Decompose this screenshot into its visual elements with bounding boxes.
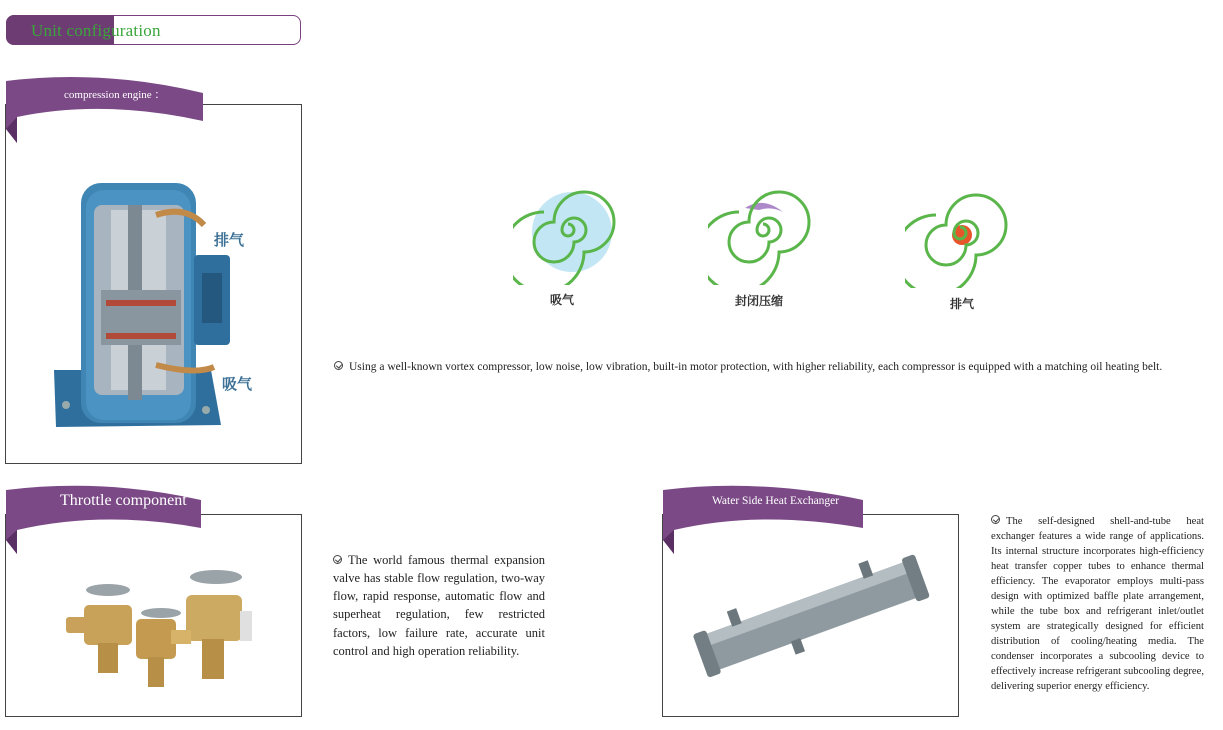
throttle-description bbox=[333, 551, 545, 660]
heat-exchanger-description bbox=[991, 514, 1204, 694]
compressor-illustration bbox=[6, 105, 301, 463]
check-circle-icon bbox=[333, 555, 342, 564]
scroll-stage-compression bbox=[708, 175, 818, 285]
compressor-image-frame bbox=[5, 104, 302, 464]
check-circle-icon bbox=[334, 361, 343, 370]
page-title: Unit configuration bbox=[31, 21, 161, 40]
heat-exchanger-ribbon-label: Water Side Heat Exchanger bbox=[712, 495, 840, 507]
scroll-stage-suction bbox=[513, 175, 623, 285]
throttle-ribbon-label: Throttle component bbox=[60, 492, 187, 509]
check-circle-icon bbox=[991, 515, 1000, 524]
throttle-description-text: The world famous thermal expansion valve has stable flow regulation, two-way flow, rapid response, automatic flow and superheat regulation, few restricted factors, low failure rate, accurate unit control and high operation reliability. bbox=[333, 553, 545, 658]
scroll-stage-label-3: 排气 bbox=[950, 297, 975, 311]
heat-exchanger-description-text: The self-designed shell-and-tube heat exchanger features a wide range of applications. Its internal structure incorporates high-efficiency heat transfer copper tubes to enhance thermal efficiency. The evaporator employs multi-pass design with optimized baffle plate arrangement, while the tube box and refrigerant inlet/outlet system are strategically designed for efficient distribution of cooling/heating media. The condenser incorporates a subcooling device to effectively increase refrigerant subcooling degree, delivering superior energy efficiency. bbox=[991, 516, 1204, 693]
scroll-stage-label-2: 封闭压缩 bbox=[735, 294, 784, 308]
compressor-description-text: Using a well-known vortex compressor, low noise, low vibration, built-in motor protection, with higher reliability, each compressor is equipped with a matching oil heating belt. bbox=[349, 361, 1163, 373]
compressor-description bbox=[334, 360, 1214, 375]
suction-label: 吸气 bbox=[222, 375, 253, 393]
discharge-label: 排气 bbox=[214, 231, 245, 249]
scroll-stage-label-1: 吸气 bbox=[550, 293, 575, 307]
compression-ribbon-label: compression engine ： bbox=[64, 89, 166, 101]
section-header bbox=[6, 15, 301, 45]
compression-ribbon bbox=[3, 73, 213, 143]
heat-exchanger-ribbon bbox=[660, 482, 870, 554]
scroll-stage-discharge bbox=[905, 178, 1015, 288]
